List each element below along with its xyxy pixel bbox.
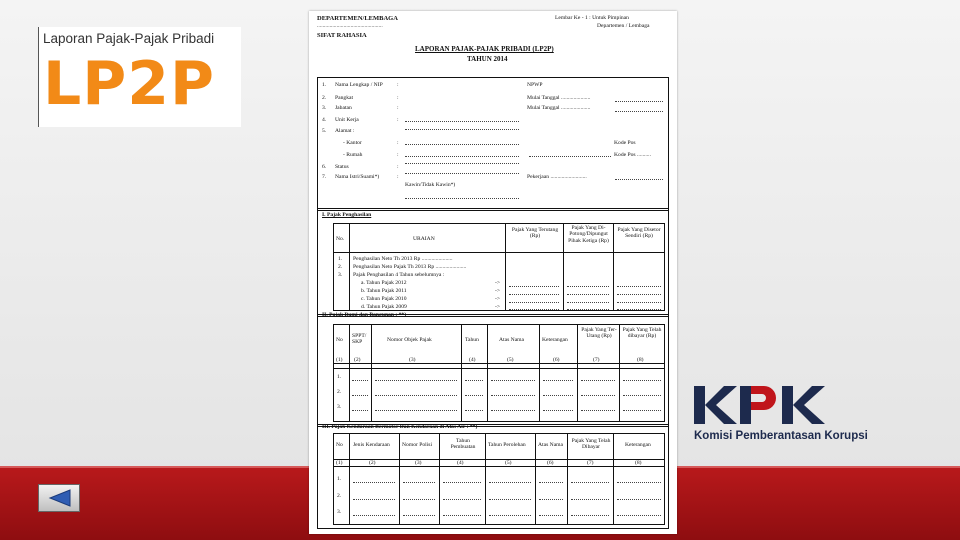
sec2-header: Keterangan	[542, 337, 568, 343]
fill-line	[543, 395, 573, 396]
fill-line	[617, 286, 661, 287]
sec3-colnum: (2)	[369, 460, 376, 466]
fill-line	[529, 156, 611, 157]
sec1-header: Pajak Yang Terutang (Rp)	[511, 227, 559, 240]
fill-line	[352, 380, 368, 381]
sec1-arrow: ->	[495, 296, 501, 302]
fill-line	[509, 302, 559, 303]
fill-line	[443, 499, 481, 500]
sec1-row: Penghasilan Neto Th 2013 Rp ......................	[353, 256, 453, 262]
sec1-num: 2.	[338, 264, 343, 270]
fill-line	[581, 380, 615, 381]
triangle-left-icon	[47, 488, 73, 508]
sec1-header: URAIAN	[413, 236, 435, 242]
table-rule	[333, 466, 665, 467]
fill-line	[403, 482, 435, 483]
fill-line	[581, 410, 615, 411]
sec1-header: Pajak Yang Di-Potong/Dipungut Pihak Ketiga (Rp)	[568, 225, 609, 244]
id-label: - Rumah	[343, 152, 363, 158]
fill-line	[405, 198, 519, 199]
table-rule	[487, 324, 488, 422]
sec2-header: No	[336, 337, 343, 343]
table-rule	[563, 223, 564, 311]
sec3-header: Atas Nama	[538, 442, 564, 448]
table-rule	[461, 324, 462, 422]
fill-line	[489, 482, 531, 483]
fill-line	[353, 499, 395, 500]
fill-line	[403, 499, 435, 500]
table-rule	[535, 433, 536, 525]
sec2-header: Pajak Yang Ter-Utang (Rp)	[581, 327, 617, 340]
fill-line	[489, 499, 531, 500]
fill-line	[405, 163, 519, 164]
sec3-rownum: 2.	[337, 493, 342, 499]
fill-line	[617, 482, 661, 483]
fill-line	[465, 380, 483, 381]
fill-line	[509, 294, 559, 295]
fill-line	[539, 515, 563, 516]
sec2-header: SPPT/ SKP	[352, 333, 367, 346]
sec3-colnum: (8)	[635, 460, 642, 466]
lp2p-form-document	[309, 11, 677, 534]
doc-year: TAHUN 2014	[467, 55, 508, 63]
fill-line	[491, 380, 535, 381]
sec2-colnum: (6)	[553, 357, 560, 363]
fill-line	[623, 395, 661, 396]
table-rule	[333, 363, 665, 364]
table-rule	[333, 252, 665, 253]
kpk-logo	[694, 382, 874, 452]
sec3-header: Pajak Yang Telah Dibayar	[571, 438, 611, 451]
doc-routing-1: Lembar Ke - 1 : Untuk Pimpinan	[555, 15, 629, 21]
sec2-colnum: (1)	[336, 357, 343, 363]
id-label: - Kantor	[343, 140, 362, 146]
back-button[interactable]	[38, 484, 80, 512]
sec2-colnum: (5)	[507, 357, 514, 363]
fill-line	[567, 302, 609, 303]
id-num: 4.	[322, 117, 327, 123]
fill-line	[543, 410, 573, 411]
colon: :	[397, 117, 399, 123]
fill-line	[352, 410, 368, 411]
sec3-colnum: (4)	[457, 460, 464, 466]
sec3-rownum: 1.	[337, 476, 342, 482]
fill-line	[617, 309, 661, 310]
fill-line	[617, 294, 661, 295]
sec3-title: III. Pajak Kendaraan Bermotor Dan Kendaraan di Atas Air : **)	[322, 424, 478, 430]
fill-line	[617, 515, 661, 516]
fill-line	[581, 395, 615, 396]
table-rule	[349, 223, 350, 311]
id-num: 7.	[322, 174, 327, 180]
fill-line	[567, 286, 609, 287]
table-rule	[371, 324, 372, 422]
fill-line	[571, 499, 609, 500]
id-num: 3.	[322, 105, 327, 111]
sec3-header: Tahun Pembuatan	[450, 438, 476, 451]
sec1-year: a. Tahun Pajak 2012	[361, 280, 407, 286]
fill-line	[465, 395, 483, 396]
colon: :	[397, 164, 399, 170]
fill-line	[623, 410, 661, 411]
colon: :	[397, 140, 399, 146]
colon: :	[397, 105, 399, 111]
id-label: Nama Lengkap / NIP	[335, 82, 383, 88]
colon: :	[397, 82, 399, 88]
pekerjaan-label: Pekerjaan ..........................	[527, 174, 587, 180]
table-rule	[577, 324, 578, 422]
fill-line	[443, 515, 481, 516]
sec3-colnum: (7)	[587, 460, 594, 466]
fill-line	[465, 410, 483, 411]
sec3-header: Tahun Perolehan	[488, 442, 526, 448]
fill-line	[509, 309, 559, 310]
sec1-num: 1.	[338, 256, 343, 262]
table-rule	[485, 433, 486, 525]
sec2-header: Nomor Objek Pajak	[387, 337, 432, 343]
fill-line	[509, 286, 559, 287]
sec1-arrow: ->	[495, 280, 501, 286]
table-rule	[613, 433, 614, 525]
sec3-colnum: (1)	[336, 460, 343, 466]
sec1-header: Pajak Yang Disetor Sendiri (Rp)	[617, 227, 661, 240]
id-label: Jabatan	[335, 105, 352, 111]
sec3-header: Keterangan	[625, 442, 651, 448]
fill-line	[489, 515, 531, 516]
sec2-rownum: 2.	[337, 389, 342, 395]
table-rule	[619, 324, 620, 422]
fill-line	[615, 179, 663, 180]
fill-line	[571, 515, 609, 516]
fill-line	[567, 309, 609, 310]
sec2-colnum: (2)	[354, 357, 361, 363]
sec3-header: Jenis Kendaraan	[353, 442, 390, 448]
doc-dept-dots: ...............................................	[317, 23, 383, 29]
lp2p-logo	[38, 27, 241, 127]
lp2p-logo-wordmark: LP2P	[43, 49, 215, 119]
id-label: Alamat :	[335, 128, 355, 134]
fill-line	[567, 294, 609, 295]
fill-line	[539, 482, 563, 483]
id-label: Nama Istri/Suami*)	[335, 174, 380, 180]
table-rule	[349, 324, 350, 422]
fill-line	[617, 499, 661, 500]
id-num: 5.	[322, 128, 327, 134]
fill-line	[375, 380, 457, 381]
table-rule	[613, 223, 614, 311]
npwp-label: NPWP	[527, 82, 543, 88]
fill-line	[539, 499, 563, 500]
sec2-header: Tahun	[465, 337, 479, 343]
mulai-tanggal-2: Mulai Tanggal .....................	[527, 105, 591, 111]
table-rule	[439, 433, 440, 525]
doc-routing-2: Departemen / Lembaga	[597, 23, 650, 29]
sec1-num: 3.	[338, 272, 343, 278]
fill-line	[405, 121, 519, 122]
id-label: Pangkat	[335, 95, 354, 101]
doc-dept: DEPARTEMEN/LEMBAGA	[317, 15, 398, 22]
sec2-header: Pajak Yang Telah dibayar (Rp)	[622, 327, 662, 340]
kpk-logo-name: Komisi Pemberantasan Korupsi	[694, 430, 868, 442]
doc-title: LAPORAN PAJAK-PAJAK PRIBADI (LP2P)	[415, 45, 554, 53]
sec2-title: II. Pajak Bumi dan Bangunan : **)	[322, 312, 407, 318]
table-rule	[567, 433, 568, 525]
fill-line	[615, 101, 663, 102]
colon: :	[397, 152, 399, 158]
sec1-arrow: ->	[495, 304, 501, 310]
sec3-rownum: 3.	[337, 509, 342, 515]
sec2-rownum: 3.	[337, 404, 342, 410]
sec2-colnum: (7)	[593, 357, 600, 363]
sec3-header: Nomor Polisi	[402, 442, 432, 448]
sec1-row: Penghasilan Neto Pajak Th 2013 Rp ......................	[353, 264, 467, 270]
fill-line	[617, 302, 661, 303]
fill-line	[543, 380, 573, 381]
kode-pos-1: Kode Pos	[614, 140, 636, 146]
sec2-colnum: (4)	[469, 357, 476, 363]
fill-line	[443, 482, 481, 483]
id-label: Unit Kerja	[335, 117, 359, 123]
fill-line	[405, 156, 519, 157]
sec1-year: c. Tahun Pajak 2010	[361, 296, 407, 302]
sec2-colnum: (8)	[637, 357, 644, 363]
lp2p-logo-caption: Laporan Pajak-Pajak Pribadi	[43, 31, 215, 46]
fill-line	[571, 482, 609, 483]
fill-line	[375, 395, 457, 396]
sec1-arrow: ->	[495, 288, 501, 294]
sec1-row: Pajak Penghasilan 4 Tahun sebelumnya :	[353, 272, 445, 278]
fill-line	[623, 380, 661, 381]
sec1-header: No.	[336, 236, 345, 242]
fill-line	[491, 410, 535, 411]
sec3-header: No	[336, 442, 343, 448]
table-rule	[505, 223, 506, 311]
id-num: 6.	[322, 164, 327, 170]
fill-line	[405, 173, 519, 174]
id-label: Status	[335, 164, 349, 170]
colon: :	[397, 174, 399, 180]
table-rule	[333, 368, 665, 369]
kode-pos-2: Kode Pos ..........	[614, 152, 651, 158]
fill-line	[352, 395, 368, 396]
sec3-colnum: (3)	[415, 460, 422, 466]
sec2-header: Atas Nama	[499, 337, 525, 343]
mulai-tanggal-1: Mulai Tanggal .....................	[527, 95, 591, 101]
sec1-title: I. Pajak Penghasilan	[322, 212, 372, 218]
table-rule	[333, 459, 665, 460]
sec1-year: b. Tahun Pajak 2011	[361, 288, 407, 294]
sec1-year: d. Tahun Pajak 2009	[361, 304, 407, 310]
colon: :	[397, 95, 399, 101]
table-rule	[399, 433, 400, 525]
sec2-colnum: (3)	[409, 357, 416, 363]
sec2-rownum: 1.	[337, 374, 342, 380]
fill-line	[353, 515, 395, 516]
fill-line	[403, 515, 435, 516]
fill-line	[375, 410, 457, 411]
sec3-colnum: (5)	[505, 460, 512, 466]
doc-secret: SIFAT RAHASIA	[317, 32, 367, 39]
table-rule	[539, 324, 540, 422]
fill-line	[405, 144, 519, 145]
fill-line	[491, 395, 535, 396]
fill-line	[405, 129, 519, 130]
fill-line	[353, 482, 395, 483]
section-divider	[317, 208, 669, 211]
kawin-label: Kawin/Tidak Kawin*)	[405, 182, 456, 188]
id-num: 1.	[322, 82, 327, 88]
fill-line	[615, 111, 663, 112]
sec3-colnum: (6)	[547, 460, 554, 466]
id-num: 2.	[322, 95, 327, 101]
kpk-letters-mark	[694, 382, 826, 428]
table-rule	[349, 433, 350, 525]
